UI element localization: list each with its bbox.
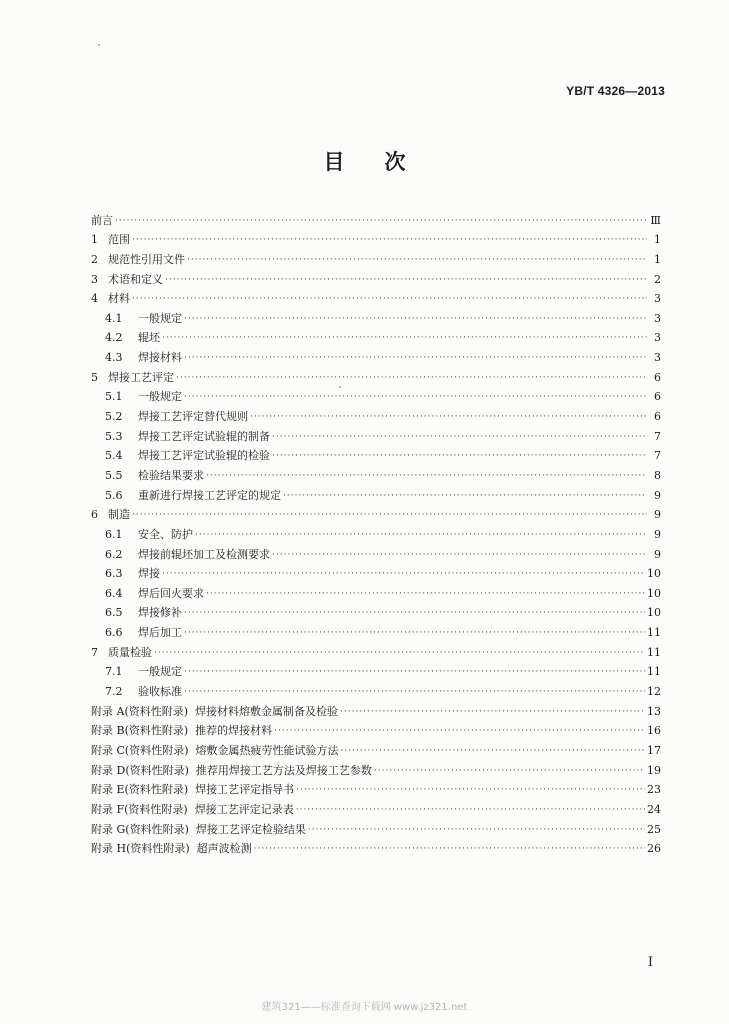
toc-entry xyxy=(91,265,661,285)
toc-entry-page: 11 xyxy=(647,645,661,659)
toc-leader-dots xyxy=(184,393,647,402)
toc-entry-number: 5 xyxy=(91,370,98,384)
toc-entry xyxy=(91,618,661,638)
toc-entry xyxy=(91,835,661,855)
toc-entry-page: 3 xyxy=(654,331,661,345)
toc-entry-page: 9 xyxy=(654,508,661,522)
toc-entry-number: 7 xyxy=(91,645,98,659)
toc-entry xyxy=(91,717,661,737)
toc-entry xyxy=(91,520,661,540)
toc-entry-label: 附录 F(资料性附录) 焊接工艺评定记录表 xyxy=(91,802,294,816)
toc-entry xyxy=(91,736,661,756)
toc-entry-label: 制造 xyxy=(108,508,130,522)
toc-leader-dots xyxy=(296,786,645,795)
toc-entry-page: 23 xyxy=(647,783,661,797)
toc-entry-page: 9 xyxy=(654,547,661,561)
toc-entry-label: 规范性引用文件 xyxy=(108,252,185,266)
toc-entry-number: 4.3 xyxy=(105,351,123,365)
toc-entry xyxy=(91,579,661,599)
toc-entry-page: 11 xyxy=(647,626,661,640)
table-of-contents xyxy=(91,206,661,854)
toc-entry-label: 焊接工艺评定替代规则 xyxy=(138,410,248,424)
toc-entry-page: 13 xyxy=(647,704,661,718)
toc-leader-dots xyxy=(184,315,647,324)
toc-entry-page: 3 xyxy=(654,292,661,306)
toc-entry-page: 9 xyxy=(654,527,661,541)
toc-entry-number: 7.1 xyxy=(105,665,123,679)
toc-entry xyxy=(91,599,661,619)
toc-leader-dots xyxy=(274,727,645,736)
toc-entry xyxy=(91,638,661,658)
toc-leader-dots xyxy=(162,570,645,579)
toc-entry-page: 3 xyxy=(654,311,661,325)
toc-entry-label: 焊接工艺评定试验辊的制备 xyxy=(138,429,270,443)
scan-speck xyxy=(98,44,100,46)
toc-entry-label: 一般规定 xyxy=(138,311,182,325)
toc-entry-label: 范围 xyxy=(108,233,130,247)
toc-entry-label: 焊接 xyxy=(138,567,160,581)
toc-leader-dots xyxy=(283,492,647,501)
toc-entry-label: 焊接修补 xyxy=(138,606,182,620)
toc-leader-dots xyxy=(250,413,647,422)
toc-leader-dots xyxy=(184,354,647,363)
toc-entry-page: 6 xyxy=(654,410,661,424)
toc-entry xyxy=(91,697,661,717)
toc-leader-dots xyxy=(132,236,647,245)
toc-entry-number: 6.1 xyxy=(105,527,123,541)
toc-entry xyxy=(91,501,661,521)
toc-entry-label: 附录 E(资料性附录) 焊接工艺评定指导书 xyxy=(91,783,295,797)
toc-entry-page: 12 xyxy=(647,685,661,699)
standard-code: YB/T 4326—2013 xyxy=(566,84,665,98)
toc-entry-page: 1 xyxy=(654,233,661,247)
toc-entry-label: 安全、防护 xyxy=(138,527,193,541)
toc-title xyxy=(0,146,729,176)
toc-entry-number: 5.5 xyxy=(105,468,123,482)
toc-entry xyxy=(91,324,661,344)
toc-entry-page: 10 xyxy=(647,606,661,620)
toc-leader-dots xyxy=(162,334,647,343)
toc-entry-page: 10 xyxy=(647,567,661,581)
toc-entry-page: 11 xyxy=(647,665,661,679)
toc-leader-dots xyxy=(340,708,645,717)
toc-leader-dots xyxy=(184,629,645,638)
toc-entry-label: 焊后加工 xyxy=(138,626,182,640)
toc-leader-dots xyxy=(176,374,647,383)
toc-entry-label: 检验结果要求 xyxy=(138,468,204,482)
toc-entry xyxy=(91,206,661,226)
toc-entry-page: 25 xyxy=(647,822,661,836)
toc-entry-page: 1 xyxy=(654,252,661,266)
toc-entry-page: 3 xyxy=(654,351,661,365)
toc-entry-number: 5.6 xyxy=(105,488,123,502)
toc-leader-dots xyxy=(206,472,647,481)
toc-leader-dots xyxy=(206,590,645,599)
toc-entry-number: 6.5 xyxy=(105,606,123,620)
toc-entry xyxy=(91,658,661,678)
toc-entry-number: 5.2 xyxy=(105,410,123,424)
toc-leader-dots xyxy=(187,256,647,265)
toc-leader-dots xyxy=(115,217,647,226)
toc-entry xyxy=(91,343,661,363)
toc-entry xyxy=(91,363,661,383)
toc-entry-label: 焊接前辊坯加工及检测要求 xyxy=(138,547,270,561)
toc-leader-dots xyxy=(184,668,645,677)
watermark: 建筑321——标准查询下载网 www.jz321.net xyxy=(261,1002,468,1013)
toc-entry-label: 验收标准 xyxy=(138,685,182,699)
toc-entry-page: Ⅲ xyxy=(650,213,661,227)
toc-leader-dots xyxy=(374,767,645,776)
toc-entry-label: 辊坯 xyxy=(138,331,160,345)
toc-entry xyxy=(91,226,661,246)
toc-entry-number: 2 xyxy=(91,252,98,266)
toc-entry-label: 焊接工艺评定试验辊的检验 xyxy=(138,449,270,463)
toc-entry-number: 1 xyxy=(91,233,98,247)
toc-entry-number: 4.2 xyxy=(105,331,123,345)
toc-entry-page: 6 xyxy=(654,390,661,404)
toc-entry-page: 8 xyxy=(654,468,661,482)
toc-entry-number: 6.2 xyxy=(105,547,123,561)
toc-entry xyxy=(91,481,661,501)
toc-entry xyxy=(91,383,661,403)
toc-leader-dots xyxy=(254,845,645,854)
toc-entry xyxy=(91,285,661,305)
toc-entry-label: 附录 G(资料性附录) 焊接工艺评定检验结果 xyxy=(91,822,306,836)
toc-entry-number: 6 xyxy=(91,508,98,522)
toc-entry-number: 3 xyxy=(91,272,98,286)
toc-entry-number: 6.6 xyxy=(105,626,123,640)
toc-entry-number: 5.1 xyxy=(105,390,123,404)
scan-speck xyxy=(339,386,341,388)
toc-leader-dots xyxy=(165,276,647,285)
toc-entry-page: 6 xyxy=(654,370,661,384)
toc-title-char-right: 次 xyxy=(384,149,406,174)
toc-entry-label: 附录 H(资料性附录) 超声波检测 xyxy=(91,842,252,856)
toc-entry-label: 术语和定义 xyxy=(108,272,163,286)
toc-entry-page: 26 xyxy=(647,842,661,856)
toc-leader-dots xyxy=(341,747,646,756)
page-number: I xyxy=(647,955,653,970)
toc-entry xyxy=(91,756,661,776)
toc-entry-page: 7 xyxy=(654,429,661,443)
toc-leader-dots xyxy=(132,295,647,304)
toc-entry-number: 7.2 xyxy=(105,685,123,699)
toc-entry-label: 前言 xyxy=(91,213,113,227)
toc-entry-number: 4.1 xyxy=(105,311,123,325)
toc-leader-dots xyxy=(195,531,647,540)
toc-entry xyxy=(91,677,661,697)
toc-entry-page: 9 xyxy=(654,488,661,502)
toc-entry-page: 7 xyxy=(654,449,661,463)
toc-entry xyxy=(91,442,661,462)
toc-entry xyxy=(91,304,661,324)
toc-entry-label: 材料 xyxy=(108,292,130,306)
toc-entry-page: 2 xyxy=(654,272,661,286)
toc-leader-dots xyxy=(296,806,645,815)
toc-leader-dots xyxy=(272,551,647,560)
toc-entry-number: 5.4 xyxy=(105,449,123,463)
toc-entry-page: 19 xyxy=(647,763,661,777)
toc-entry xyxy=(91,422,661,442)
toc-leader-dots xyxy=(154,649,645,658)
toc-entry xyxy=(91,795,661,815)
toc-leader-dots xyxy=(184,609,645,618)
toc-leader-dots xyxy=(184,688,645,697)
toc-entry xyxy=(91,245,661,265)
toc-entry-label: 重新进行焊接工艺评定的规定 xyxy=(138,488,281,502)
toc-entry-number: 5.3 xyxy=(105,429,123,443)
toc-entry xyxy=(91,776,661,796)
toc-entry-label: 附录 A(资料性附录) 焊接材料熔敷金属制备及检验 xyxy=(91,704,339,718)
toc-entry-page: 17 xyxy=(647,743,661,757)
toc-entry-page: 24 xyxy=(647,802,661,816)
toc-entry xyxy=(91,461,661,481)
toc-entry xyxy=(91,815,661,835)
toc-leader-dots xyxy=(272,452,647,461)
toc-entry-label: 焊后回火要求 xyxy=(138,586,204,600)
toc-entry-label: 质量检验 xyxy=(108,645,152,659)
toc-leader-dots xyxy=(308,826,645,835)
toc-entry-number: 4 xyxy=(91,292,98,306)
toc-entry-label: 一般规定 xyxy=(138,390,182,404)
toc-title-char-left: 目 xyxy=(323,149,345,174)
toc-entry-page: 16 xyxy=(647,724,661,738)
toc-entry-page: 10 xyxy=(647,586,661,600)
toc-entry-number: 6.4 xyxy=(105,586,123,600)
toc-leader-dots xyxy=(132,511,647,520)
toc-entry-label: 附录 D(资料性附录) 推荐用焊接工艺方法及焊接工艺参数 xyxy=(91,763,372,777)
toc-entry xyxy=(91,560,661,580)
toc-entry-label: 附录 C(资料性附录) 熔敷金属热疲劳性能试验方法 xyxy=(91,743,339,757)
toc-entry xyxy=(91,402,661,422)
toc-entry-label: 附录 B(资料性附录) 推荐的焊接材料 xyxy=(91,724,273,738)
toc-entry-label: 一般规定 xyxy=(138,665,182,679)
toc-entry-label: 焊接工艺评定 xyxy=(108,370,174,384)
toc-entry-number: 6.3 xyxy=(105,567,123,581)
toc-entry-label: 焊接材料 xyxy=(138,351,182,365)
toc-entry xyxy=(91,540,661,560)
toc-leader-dots xyxy=(272,433,647,442)
